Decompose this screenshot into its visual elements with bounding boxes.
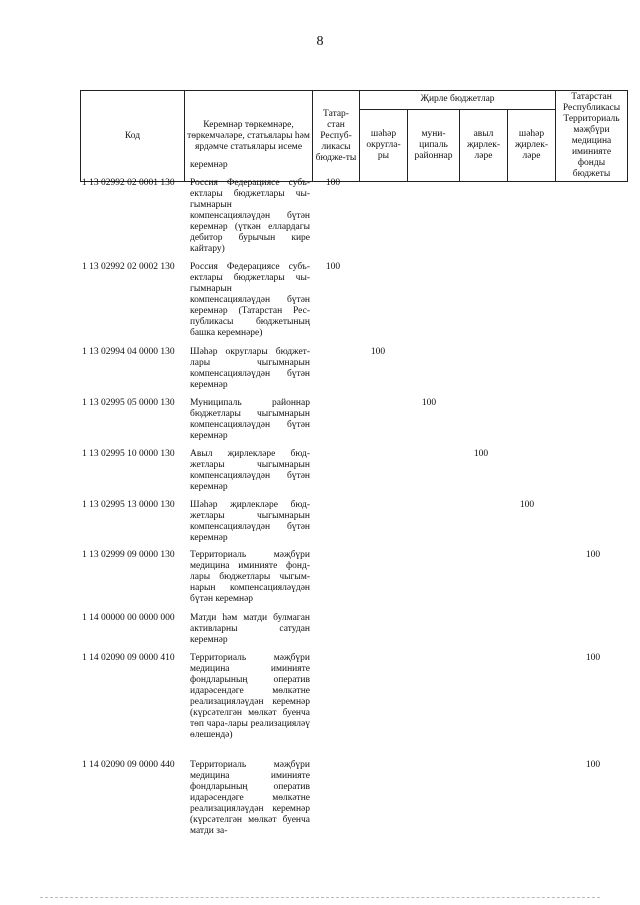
header-name: Керемнәр төркемнәре, төркемчәләре, статьялары һәм ярдәмче статьялары исеме [185,91,313,182]
row-value-municipal-districts: 100 [421,398,437,408]
row-code: 1 13 02999 09 0000 130 [82,550,175,560]
row-name: Территориаль мәҗбүри медицина иминияте фондларының оператив идарәсендәге мөлкәтне реализацияләүдән керемнәр (күрсәтелгән мөлкәт буенча төп чара-лары реализацияләү өлешендә) [190,653,310,740]
row-value-fund: 100 [585,550,601,560]
header-town-settlements: шәһәр җирлек-ләре [508,109,556,181]
row-code: 1 13 02995 05 0000 130 [82,398,175,408]
row-code: 1 13 02994 04 0000 130 [82,347,175,357]
row-name: керемнәр [190,160,228,170]
row-name: Муниципаль районнар бюджетлары чыгымнарын компенсацияләүдән бүтән керемнәр [190,398,310,441]
row-code: 1 13 02995 10 0000 130 [82,449,175,459]
row-code: 1 13 02995 13 0000 130 [82,500,175,510]
row-code: 1 14 00000 00 0000 000 [82,613,175,623]
row-value-rural-settlements: 100 [473,449,489,459]
table-header [80,90,628,182]
row-value-city-districts: 100 [370,347,386,357]
row-name: Авыл җирлекләре бюд-жетлары чыгымнарын компенсацияләүдән бүтән керемнәр [190,449,310,492]
row-name: Россия Федерациясе субъ-ектлары бюджетлары чы-гымнарын компенсацияләүдән бүтән керемнәр (үткән еллардагы дебитор бурычын кире кайтару) [190,178,310,254]
row-name: Шәһәр округлары бюджет-лары чыгымнарын компенсацияләүдән бүтән керемнәр [190,347,310,390]
row-name: Шәһәр җирлекләре бюд-жетлары чыгымнарын компенсацияләүдән бүтән керемнәр [190,500,310,543]
row-name: Территориаль мәҗбүри медицина иминияте фондларының оператив идарәсендәге мөлкәтне реализацияләүдән керемнәр (күрсәтелгән мөлкәт буенча матди за- [190,760,310,836]
row-code: 1 14 02090 09 0000 440 [82,760,175,770]
header-local-budgets: Җирле бюджетлар [360,91,556,110]
header-code: Код [81,91,185,182]
row-value-fund: 100 [585,653,601,663]
row-code: 1 14 02090 09 0000 410 [82,653,175,663]
row-value-fund: 100 [585,760,601,770]
page-bottom-divider [40,897,600,898]
page-number: 8 [316,34,324,49]
row-value-tatarstan: 100 [325,262,341,272]
row-name: Матди һәм матди булмаган активларны сатудан керемнәр [190,613,310,645]
row-value-town-settlements: 100 [519,500,535,510]
row-name: Россия Федерациясе субъ-ектлары бюджетлары чы-гымнарын компенсацияләүдән бүтән керемнәр (Татарстан Рес-публикасы бюджетының башка керемнәре) [190,262,310,338]
header-municipal-districts: муни-ципаль районнар [408,109,460,181]
row-code: 1 13 02992 02 0001 130 [82,178,175,188]
row-name: Территориаль мәҗбүри медицина иминияте фонд-лары бюджетлары чыгым-нарын компенсацияләүдән бүтән керемнәр [190,550,310,604]
header-rural-settlements: авыл җирлек-ләре [460,109,508,181]
header-fund: Татарстан Республикасы Территориаль мәҗбүри медицина иминияте фонды бюджеты [556,91,628,182]
row-code: 1 13 02992 02 0002 130 [82,262,175,272]
header-tatarstan-budget: Татар-стан Респуб-ликасы бюдже-ты [313,91,360,182]
row-value-tatarstan: 100 [325,178,341,188]
header-city-districts: шәһәр округла-ры [360,109,408,181]
